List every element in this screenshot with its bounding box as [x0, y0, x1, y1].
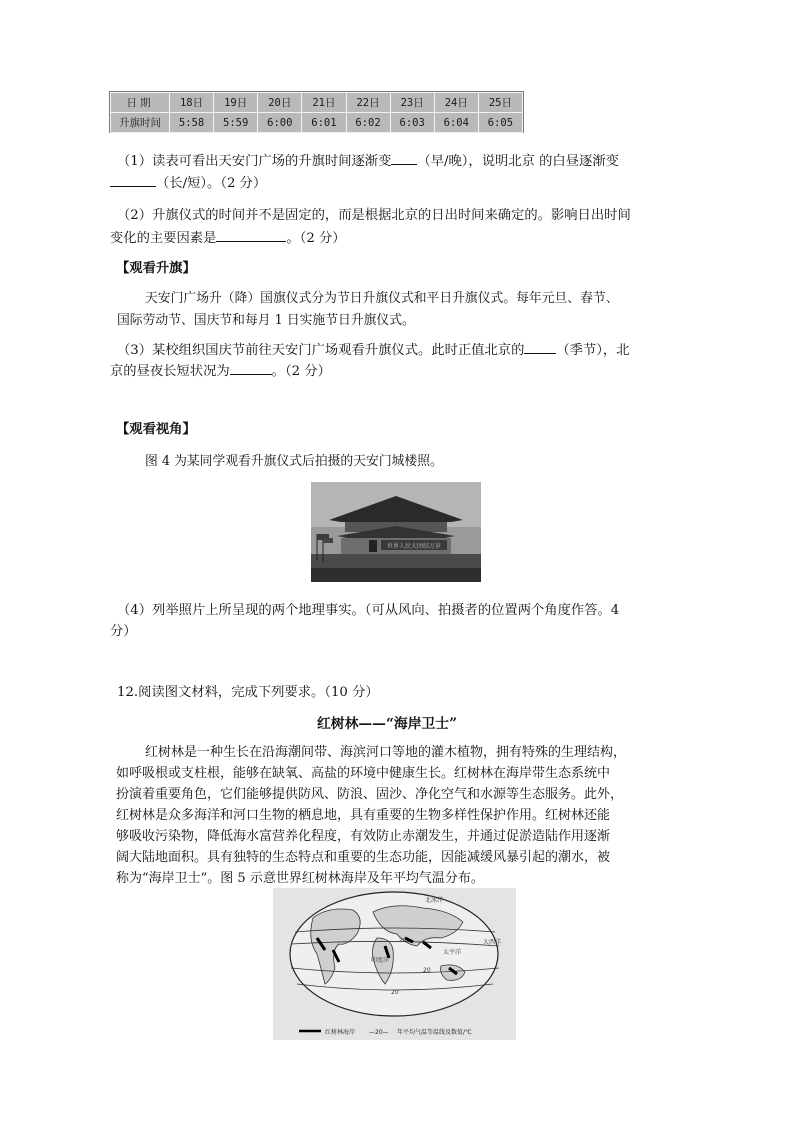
- table-cell: 6:01: [302, 113, 346, 133]
- mangrove-title: 红树林——“海岸卫士”: [317, 716, 458, 732]
- answer-blank[interactable]: [391, 150, 417, 165]
- flag-paragraph-line-1: 天安门广场升（降）国旗仪式分为节日升旗仪式和平日升旗仪式。每年元旦、春节、: [145, 291, 619, 306]
- isotherm-value: 20: [423, 967, 431, 974]
- photo-sign-text: 世界人民大团结万岁: [386, 543, 442, 550]
- table-cell: 19日: [214, 93, 258, 113]
- figure-4-caption: 图 4 为某同学观看升旗仪式后拍摄的天安门城楼照。: [145, 454, 443, 469]
- map-illustration: [273, 888, 516, 1040]
- mangrove-paragraph-line: 称为“海岸卫士”。图 5 示意世界红树林海岸及年平均气温分布。: [116, 871, 484, 886]
- table-cell: 18日: [170, 93, 214, 113]
- table-cell: 20日: [258, 93, 302, 113]
- question-2-line-2: 变化的主要因素是 。（2 分）: [110, 227, 346, 249]
- table-cell: 25日: [478, 93, 522, 113]
- table-header-date: 日期: [111, 93, 170, 113]
- world-mangrove-map: [273, 888, 516, 1040]
- mangrove-paragraph-line: 红树林是众多海洋和河口生物的栖息地，具有重要的生物多样性保护作用。红树林还能: [116, 808, 611, 823]
- question-1-line-1: （1）读表可看出天安门广场的升旗时间逐渐变 （早/晚），说明北京 的白昼逐渐变: [117, 150, 619, 172]
- question-2-line-1: （2）升旗仪式的时间并不是固定的，而是根据北京的日出时间来确定的。影响日出时间: [117, 208, 631, 223]
- legend-mangrove-label: 红树林海岸: [325, 1029, 356, 1036]
- table-cell: 5:58: [170, 113, 214, 133]
- isotherm-value: 20: [399, 937, 407, 944]
- answer-blank[interactable]: [524, 339, 556, 354]
- table-cell: 24日: [434, 93, 478, 113]
- mangrove-paragraph-line: 阔大陆地面积。具有独特的生态特点和重要的生态功能，因能减缓风暴引起的潮水，被: [116, 850, 611, 865]
- question-4-line-2: 分）: [110, 624, 137, 639]
- table-cell: 22日: [346, 93, 390, 113]
- legend-isotherm-label: 年平均气温等温线及数值/℃: [397, 1029, 472, 1036]
- map-label-atlantic-ocean: 大西洋: [483, 939, 502, 946]
- table-cell: 6:05: [478, 113, 522, 133]
- table-cell: 6:02: [346, 113, 390, 133]
- flag-raising-time-table: [109, 91, 524, 133]
- question-1-line-2: （长/短）。（2 分）: [110, 172, 266, 194]
- table-header-time: 升旗时间: [111, 113, 170, 133]
- section-heading-view-angle: 【观看视角】: [116, 422, 196, 437]
- table-cell: 6:00: [258, 113, 302, 133]
- table-cell: 6:04: [434, 113, 478, 133]
- mangrove-paragraph-line: 红树林是一种生长在沿海潮间带、海滨河口等地的灌木植物，拥有特殊的生理结构，: [145, 745, 627, 760]
- isotherm-value: 20: [391, 989, 399, 996]
- question-3-line-2: 京的昼夜长短状况为 。（2 分）: [110, 360, 331, 382]
- answer-blank[interactable]: [216, 227, 286, 242]
- mangrove-paragraph-line: 够吸收污染物，降低海水富营养化程度，有效防止赤潮发生，并通过促淤造陆作用逐渐: [116, 829, 611, 844]
- table-cell: 6:03: [390, 113, 434, 133]
- section-heading-watch-flag: 【观看升旗】: [116, 261, 196, 276]
- mangrove-paragraph-line: 扮演着重要角色，它们能够提供防风、防浪、固沙、净化空气和水源等生态服务。此外，: [116, 787, 624, 802]
- answer-blank[interactable]: [230, 360, 272, 375]
- answer-blank[interactable]: [110, 172, 156, 187]
- map-label-indian-ocean: 印度洋: [371, 957, 390, 964]
- question-4-line-1: （4）列举照片上所呈现的两个地理事实。（可从风向、拍摄者的位置两个角度作答。4: [117, 603, 620, 618]
- table-row: [111, 93, 523, 113]
- question-3-line-1: （3）某校组织国庆节前往天安门广场观看升旗仪式。此时正值北京的 （季节），北: [117, 339, 630, 361]
- legend-isotherm-sample: —20—: [369, 1029, 389, 1036]
- tiananmen-photo: [311, 482, 481, 582]
- tiananmen-illustration: [311, 482, 481, 582]
- table-row: [111, 113, 523, 133]
- flag-table: [110, 92, 523, 133]
- map-label-arctic-ocean: 北冰洋: [425, 897, 444, 904]
- map-label-pacific-ocean: 太平洋: [443, 949, 462, 956]
- mangrove-paragraph-line: 如呼吸根或支柱根，能够在缺氧、高盐的环境中健康生长。红树林在海岸带生态系统中: [116, 766, 611, 781]
- question-12-heading: 12.阅读图文材料，完成下列要求。（10 分）: [117, 685, 379, 700]
- table-cell: 21日: [302, 93, 346, 113]
- flag-paragraph-line-2: 国际劳动节、国庆节和每月 1 日实施节日升旗仪式。: [117, 313, 415, 328]
- table-cell: 23日: [390, 93, 434, 113]
- table-cell: 5:59: [214, 113, 258, 133]
